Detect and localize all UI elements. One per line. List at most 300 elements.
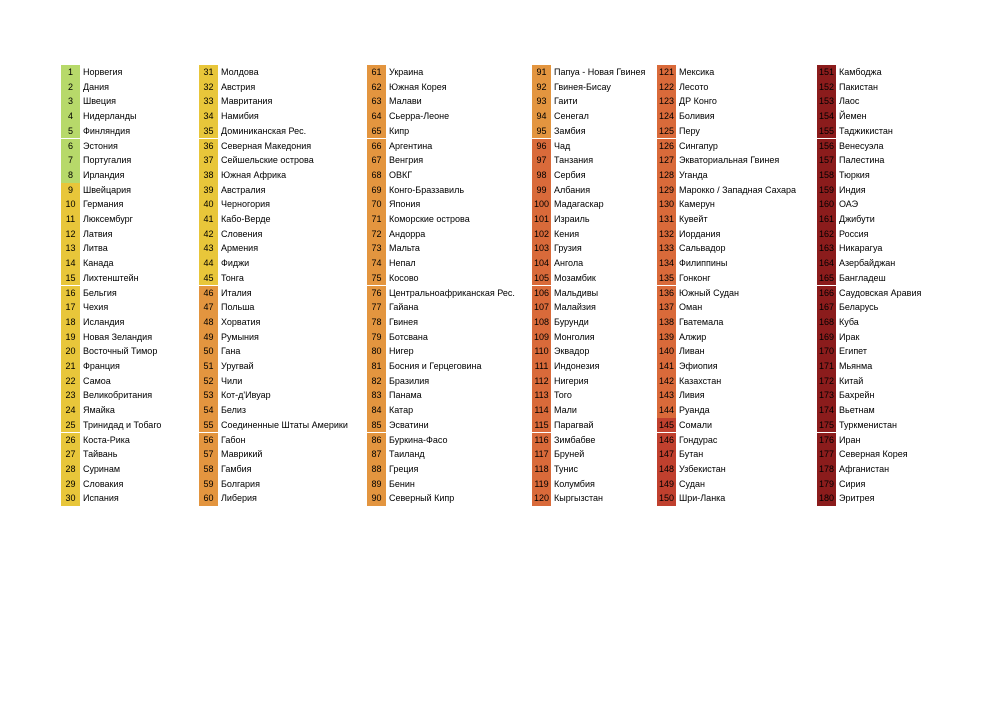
rank-number: 30 xyxy=(61,491,80,506)
ranking-row xyxy=(61,153,131,168)
ranking-row xyxy=(367,241,420,256)
country-name: Конго-Браззавиль xyxy=(389,184,465,195)
rank-number: 161 xyxy=(817,212,836,227)
ranking-row xyxy=(367,388,422,403)
rank-number: 171 xyxy=(817,359,836,374)
country-name: Греция xyxy=(389,463,419,474)
rank-number: 44 xyxy=(199,256,218,271)
country-name: Туркменистан xyxy=(839,419,898,430)
ranking-row xyxy=(61,183,131,198)
ranking-row xyxy=(657,94,717,109)
ranking-row xyxy=(367,271,419,286)
country-name: Норвегия xyxy=(83,67,123,77)
country-name: Тайвань xyxy=(83,449,118,460)
rank-number: 180 xyxy=(817,491,836,506)
country-name: Бруней xyxy=(554,449,585,460)
ranking-row xyxy=(657,447,703,462)
rank-number: 58 xyxy=(199,462,218,477)
rank-number: 123 xyxy=(657,94,676,109)
country-name: Индонезия xyxy=(554,361,600,371)
rank-number: 83 xyxy=(367,388,386,403)
rank-number: 85 xyxy=(367,418,386,433)
ranking-row xyxy=(61,477,123,492)
country-name: Южный Судан xyxy=(679,287,740,298)
ranking-row xyxy=(532,197,604,212)
rank-number: 60 xyxy=(199,491,218,506)
country-name: Лесото xyxy=(679,81,709,92)
ranking-row xyxy=(532,271,596,286)
rank-number: 126 xyxy=(657,139,676,154)
ranking-row xyxy=(199,124,306,139)
ranking-row xyxy=(532,418,593,433)
rank-number: 12 xyxy=(61,227,80,242)
ranking-row xyxy=(532,286,598,301)
country-name: Мьянма xyxy=(839,361,873,371)
rank-number: 23 xyxy=(61,388,80,403)
country-name: Южная Корея xyxy=(389,81,447,92)
rank-number: 134 xyxy=(657,256,676,271)
rank-number: 114 xyxy=(532,403,551,418)
ranking-row xyxy=(532,300,596,315)
country-name: Украина xyxy=(389,67,424,77)
ranking-row xyxy=(817,286,921,301)
rank-number: 140 xyxy=(657,344,676,359)
country-name: Центральноафриканская Рес. xyxy=(389,287,515,298)
ranking-row xyxy=(367,256,416,271)
rank-number: 37 xyxy=(199,153,218,168)
country-name: Китай xyxy=(839,375,864,386)
country-name: Непал xyxy=(389,258,416,269)
country-name: Ирландия xyxy=(83,169,125,180)
country-name: Белиз xyxy=(221,405,247,416)
country-name: Хорватия xyxy=(221,316,261,327)
ranking-row xyxy=(61,197,123,212)
country-name: Ботсвана xyxy=(389,331,428,342)
country-name: Ирак xyxy=(839,331,860,342)
rank-number: 95 xyxy=(532,124,551,139)
ranking-row xyxy=(61,241,108,256)
ranking-row xyxy=(367,139,432,154)
ranking-row xyxy=(657,183,796,198)
rank-number: 145 xyxy=(657,418,676,433)
ranking-row xyxy=(532,227,579,242)
country-name: Великобритания xyxy=(83,390,153,401)
rank-number: 10 xyxy=(61,197,80,212)
ranking-row xyxy=(657,227,720,242)
ranking-row xyxy=(61,80,109,95)
rank-number: 89 xyxy=(367,477,386,492)
rank-number: 71 xyxy=(367,212,386,227)
country-name: Молдова xyxy=(221,67,259,77)
ranking-row xyxy=(817,359,872,374)
rank-number: 109 xyxy=(532,330,551,345)
rank-number: 5 xyxy=(61,124,80,139)
rank-number: 43 xyxy=(199,241,218,256)
rank-number: 50 xyxy=(199,344,218,359)
country-name: Гайана xyxy=(389,302,419,313)
ranking-row xyxy=(199,462,252,477)
ranking-row xyxy=(817,124,893,139)
ranking-row xyxy=(657,153,779,168)
country-name: Джибути xyxy=(839,214,875,224)
rank-number: 39 xyxy=(199,183,218,198)
ranking-row xyxy=(199,241,258,256)
ranking-row xyxy=(657,315,723,330)
country-name: Кыргызстан xyxy=(554,493,603,504)
rank-number: 62 xyxy=(367,80,386,95)
country-name: Гана xyxy=(221,346,241,357)
ranking-row xyxy=(657,168,708,183)
rank-number: 121 xyxy=(657,65,676,80)
ranking-row xyxy=(199,65,259,80)
rank-number: 132 xyxy=(657,227,676,242)
rank-number: 41 xyxy=(199,212,218,227)
ranking-row xyxy=(199,153,314,168)
rank-number: 7 xyxy=(61,153,80,168)
country-name: Суринам xyxy=(83,463,121,474)
rank-number: 97 xyxy=(532,153,551,168)
ranking-row xyxy=(532,388,572,403)
country-name: Вьетнам xyxy=(839,405,875,416)
country-name: Коста-Рика xyxy=(83,434,130,445)
ranking-row xyxy=(367,491,454,506)
rank-number: 136 xyxy=(657,286,676,301)
country-name: Малави xyxy=(389,96,422,107)
rank-number: 129 xyxy=(657,183,676,198)
ranking-row xyxy=(532,374,589,389)
rank-number: 177 xyxy=(817,447,836,462)
ranking-row xyxy=(367,168,412,183)
country-name: Азербайджан xyxy=(839,258,896,269)
ranking-row xyxy=(61,168,125,183)
country-name: Нигерия xyxy=(554,375,589,386)
country-name: Словения xyxy=(221,228,263,239)
country-name: Уругвай xyxy=(221,361,254,371)
ranking-row xyxy=(657,359,718,374)
rank-number: 13 xyxy=(61,241,80,256)
country-name: Пакистан xyxy=(839,81,878,92)
ranking-row xyxy=(532,124,586,139)
ranking-row xyxy=(199,139,311,154)
ranking-row xyxy=(817,477,865,492)
rank-number: 65 xyxy=(367,124,386,139)
country-name: Сомали xyxy=(679,419,712,430)
rank-number: 119 xyxy=(532,477,551,492)
rank-number: 29 xyxy=(61,477,80,492)
ranking-row xyxy=(817,109,867,124)
country-name: Маврикий xyxy=(221,449,263,460)
rank-number: 87 xyxy=(367,447,386,462)
rank-number: 162 xyxy=(817,227,836,242)
ranking-row xyxy=(657,433,717,448)
country-name: Венгрия xyxy=(389,155,424,166)
country-name: Словакия xyxy=(83,478,124,489)
rank-number: 98 xyxy=(532,168,551,183)
rank-number: 92 xyxy=(532,80,551,95)
rank-number: 52 xyxy=(199,374,218,389)
rank-number: 106 xyxy=(532,286,551,301)
country-name: Черногория xyxy=(221,199,270,210)
ranking-row xyxy=(657,124,700,139)
country-name: Зимбабве xyxy=(554,434,596,445)
rank-number: 73 xyxy=(367,241,386,256)
ranking-row xyxy=(532,241,582,256)
ranking-row xyxy=(532,153,593,168)
country-name: Панама xyxy=(389,390,422,401)
ranking-row xyxy=(61,227,113,242)
country-name: Латвия xyxy=(83,228,113,239)
ranking-row xyxy=(367,65,423,80)
rank-number: 76 xyxy=(367,286,386,301)
rank-number: 108 xyxy=(532,315,551,330)
rank-number: 45 xyxy=(199,271,218,286)
country-name: Нидерланды xyxy=(83,111,137,122)
ranking-row xyxy=(367,344,414,359)
country-name: Марокко / Западная Сахара xyxy=(679,184,797,195)
rank-number: 163 xyxy=(817,241,836,256)
rank-number: 28 xyxy=(61,462,80,477)
country-name: Куба xyxy=(839,316,859,327)
rank-number: 100 xyxy=(532,197,551,212)
country-name: Северная Македония xyxy=(221,140,312,151)
ranking-row xyxy=(657,477,705,492)
rank-number: 153 xyxy=(817,94,836,109)
rank-number: 72 xyxy=(367,227,386,242)
rank-number: 176 xyxy=(817,433,836,448)
country-name: Босния и Герцеговина xyxy=(389,361,482,371)
rank-number: 38 xyxy=(199,168,218,183)
rank-number: 22 xyxy=(61,374,80,389)
country-name: Лаос xyxy=(839,96,860,107)
rank-number: 102 xyxy=(532,227,551,242)
country-name: Мальта xyxy=(389,243,420,254)
rank-number: 81 xyxy=(367,359,386,374)
rank-number: 138 xyxy=(657,315,676,330)
country-name: Беларусь xyxy=(839,302,879,313)
country-name: Португалия xyxy=(83,155,132,166)
rank-number: 166 xyxy=(817,286,836,301)
rank-number: 164 xyxy=(817,256,836,271)
ranking-row xyxy=(199,109,259,124)
country-name: Чад xyxy=(554,140,571,151)
ranking-row xyxy=(61,94,116,109)
rank-number: 135 xyxy=(657,271,676,286)
ranking-row xyxy=(817,212,875,227)
country-name: Доминиканская Рес. xyxy=(221,125,307,136)
country-name: Эстония xyxy=(83,140,118,151)
country-name: Перу xyxy=(679,125,700,136)
ranking-row xyxy=(817,344,867,359)
ranking-row xyxy=(61,433,130,448)
country-name: Тюркия xyxy=(839,169,870,180)
country-name: Узбекистан xyxy=(679,463,726,474)
rank-number: 64 xyxy=(367,109,386,124)
ranking-row xyxy=(199,315,260,330)
country-name: Шри-Ланка xyxy=(679,493,726,504)
ranking-row xyxy=(817,65,882,80)
rank-number: 118 xyxy=(532,462,551,477)
ranking-row xyxy=(532,80,611,95)
ranking-row xyxy=(657,462,726,477)
rank-number: 115 xyxy=(532,418,551,433)
country-name: Гамбия xyxy=(221,463,252,474)
country-name: Бразилия xyxy=(389,375,430,386)
rank-number: 130 xyxy=(657,197,676,212)
country-name: Гвинея xyxy=(389,316,419,327)
country-name: Литва xyxy=(83,243,108,254)
country-name: Бенин xyxy=(389,478,415,489)
ranking-row xyxy=(61,139,118,154)
rank-number: 24 xyxy=(61,403,80,418)
ranking-row xyxy=(61,124,130,139)
ranking-row xyxy=(367,374,429,389)
rank-number: 19 xyxy=(61,330,80,345)
country-name: Исландия xyxy=(83,316,125,327)
rank-number: 178 xyxy=(817,462,836,477)
rank-number: 15 xyxy=(61,271,80,286)
ranking-row xyxy=(817,80,878,95)
country-name: Палестина xyxy=(839,155,885,166)
country-name: Германия xyxy=(83,199,124,210)
rank-number: 90 xyxy=(367,491,386,506)
country-name: Того xyxy=(554,390,572,401)
rank-number: 4 xyxy=(61,109,80,124)
country-name: Тонга xyxy=(221,272,244,283)
ranking-row xyxy=(817,491,875,506)
ranking-row xyxy=(367,477,415,492)
country-name: ОАЭ xyxy=(839,199,859,210)
rank-number: 74 xyxy=(367,256,386,271)
ranking-row xyxy=(532,109,589,124)
country-name: Андорра xyxy=(389,228,426,239)
country-name: Ямайка xyxy=(83,405,115,416)
ranking-row xyxy=(199,374,242,389)
rank-number: 151 xyxy=(817,65,836,80)
ranking-row xyxy=(817,388,874,403)
country-name: Намибия xyxy=(221,111,259,122)
rank-number: 68 xyxy=(367,168,386,183)
country-name: Ливан xyxy=(679,346,705,357)
rank-number: 170 xyxy=(817,344,836,359)
rank-number: 103 xyxy=(532,241,551,256)
ranking-row xyxy=(657,271,711,286)
ranking-row xyxy=(199,271,244,286)
country-name: Испания xyxy=(83,493,119,504)
country-name: Сенегал xyxy=(554,111,589,122)
country-name: Гватемала xyxy=(679,316,724,327)
country-name: Кипр xyxy=(389,125,410,136)
rank-number: 157 xyxy=(817,153,836,168)
country-name: Мексика xyxy=(679,67,715,77)
country-name: Сербия xyxy=(554,169,586,180)
rank-number: 152 xyxy=(817,80,836,95)
rank-number: 17 xyxy=(61,300,80,315)
country-name: Иран xyxy=(839,434,861,445)
country-name: Австралия xyxy=(221,184,266,195)
rank-number: 14 xyxy=(61,256,80,271)
country-name: Гондурас xyxy=(679,434,718,445)
rank-number: 124 xyxy=(657,109,676,124)
country-name: Бахрейн xyxy=(839,390,875,401)
rank-number: 96 xyxy=(532,139,551,154)
rank-number: 16 xyxy=(61,286,80,301)
country-name: Эритрея xyxy=(839,493,875,504)
country-name: Мавритания xyxy=(221,96,273,107)
ranking-row xyxy=(532,139,570,154)
ranking-row xyxy=(367,94,422,109)
rank-number: 8 xyxy=(61,168,80,183)
rank-number: 25 xyxy=(61,418,80,433)
country-name: Замбия xyxy=(554,125,586,136)
country-name: Северная Корея xyxy=(839,449,908,460)
country-name: Гвинея-Бисау xyxy=(554,81,611,92)
ranking-row xyxy=(817,241,882,256)
rank-number: 107 xyxy=(532,300,551,315)
ranking-row xyxy=(657,65,714,80)
rank-number: 55 xyxy=(199,418,218,433)
country-name: Египет xyxy=(839,346,868,357)
rank-number: 142 xyxy=(657,374,676,389)
ranking-row xyxy=(61,286,117,301)
country-name: Япония xyxy=(389,199,421,210)
ranking-row xyxy=(657,491,725,506)
country-name: Уганда xyxy=(679,169,708,180)
ranking-row xyxy=(61,447,117,462)
rank-number: 128 xyxy=(657,168,676,183)
rank-number: 82 xyxy=(367,374,386,389)
rank-number: 61 xyxy=(367,65,386,80)
rank-number: 3 xyxy=(61,94,80,109)
rank-number: 155 xyxy=(817,124,836,139)
country-name: Иордания xyxy=(679,228,721,239)
rank-number: 67 xyxy=(367,153,386,168)
rank-number: 6 xyxy=(61,139,80,154)
country-name: Малайзия xyxy=(554,302,596,313)
ranking-row xyxy=(367,109,449,124)
country-name: Финляндия xyxy=(83,125,131,136)
country-name: Сингапур xyxy=(679,140,718,151)
rank-number: 131 xyxy=(657,212,676,227)
ranking-row xyxy=(817,271,886,286)
ranking-row xyxy=(657,388,705,403)
rank-number: 105 xyxy=(532,271,551,286)
ranking-row xyxy=(657,109,715,124)
rank-number: 77 xyxy=(367,300,386,315)
country-name: ОВКГ xyxy=(389,169,413,180)
rank-number: 18 xyxy=(61,315,80,330)
ranking-row xyxy=(657,300,702,315)
country-name: Чили xyxy=(221,375,243,386)
ranking-row xyxy=(367,80,447,95)
ranking-row xyxy=(199,388,271,403)
country-name: Восточный Тимор xyxy=(83,346,158,357)
rank-number: 26 xyxy=(61,433,80,448)
ranking-row xyxy=(657,241,726,256)
country-name: Албания xyxy=(554,184,591,195)
country-name: Гонконг xyxy=(679,272,711,283)
rank-number: 150 xyxy=(657,491,676,506)
ranking-row xyxy=(61,344,157,359)
ranking-row xyxy=(199,330,259,345)
ranking-row xyxy=(532,462,578,477)
ranking-row xyxy=(199,403,246,418)
rank-number: 33 xyxy=(199,94,218,109)
country-name: Эфиопия xyxy=(679,361,718,371)
rank-number: 20 xyxy=(61,344,80,359)
rank-number: 91 xyxy=(532,65,551,80)
rank-number: 168 xyxy=(817,315,836,330)
ranking-row xyxy=(367,403,413,418)
